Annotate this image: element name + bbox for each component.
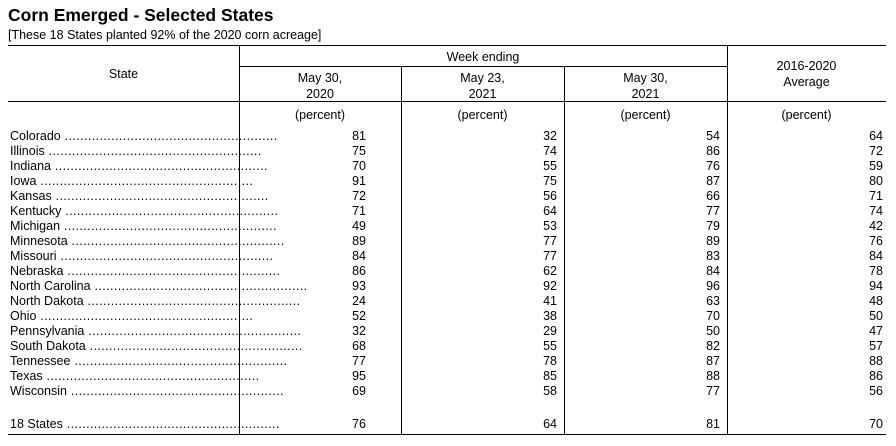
value-cell: 50	[706, 324, 720, 338]
value-cell: 94	[869, 279, 883, 293]
state-name: Kansas .......................................................	[10, 189, 269, 203]
table-row	[0, 279, 896, 294]
value-cell: 50	[869, 309, 883, 323]
table-row	[0, 309, 896, 324]
value-cell: 24	[352, 294, 366, 308]
state-name: Illinois .......................................................	[10, 144, 262, 158]
table-row	[0, 369, 896, 384]
value-cell: 79	[706, 219, 720, 233]
col2-header-line2: 2021	[468, 87, 497, 101]
value-cell: 70	[352, 159, 366, 173]
table-title: Corn Emerged - Selected States	[8, 5, 274, 25]
table-row	[0, 264, 896, 279]
state-name: Iowa .......................................................	[10, 174, 254, 188]
value-cell: 54	[706, 129, 720, 143]
value-cell: 80	[869, 174, 883, 188]
value-cell: 76	[869, 234, 883, 248]
state-name: North Carolina .......................................................	[10, 279, 308, 293]
value-cell: 47	[869, 324, 883, 338]
table-row	[0, 294, 896, 309]
state-name: Colorado .......................................................	[10, 129, 278, 143]
total-row	[0, 417, 896, 432]
value-cell: 71	[352, 204, 366, 218]
state-name: Wisconsin .......................................................	[10, 384, 284, 398]
value-cell: 84	[869, 249, 883, 263]
value-cell: 52	[352, 309, 366, 323]
table-row	[0, 144, 896, 159]
total-label: 18 States .......................................................	[10, 417, 280, 431]
col2-header	[401, 70, 564, 102]
header-top-rule	[8, 45, 886, 46]
value-cell: 87	[706, 174, 720, 188]
table-row	[0, 354, 896, 369]
value-cell: 75	[543, 174, 557, 188]
value-cell: 74	[869, 204, 883, 218]
value-cell: 62	[543, 264, 557, 278]
value-cell: 89	[352, 234, 366, 248]
value-cell: 93	[352, 279, 366, 293]
table-row	[0, 234, 896, 249]
state-name: Missouri .......................................................	[10, 249, 274, 263]
value-cell: 81	[352, 129, 366, 143]
table-subtitle: [These 18 States planted 92% of the 2020 corn acreage]	[8, 28, 322, 42]
value-cell: 68	[352, 339, 366, 353]
table-row	[0, 249, 896, 264]
col1-header	[239, 70, 401, 102]
value-cell: 59	[869, 159, 883, 173]
value-cell: 88	[869, 354, 883, 368]
value-cell: 77	[543, 234, 557, 248]
total-cell: 76	[352, 417, 366, 431]
value-cell: 87	[706, 354, 720, 368]
value-cell: 74	[543, 144, 557, 158]
table-bottom-rule	[8, 434, 886, 435]
value-cell: 38	[543, 309, 557, 323]
value-cell: 86	[706, 144, 720, 158]
table-row	[0, 129, 896, 144]
col3-header	[564, 70, 727, 102]
value-cell: 42	[869, 219, 883, 233]
state-name: North Dakota .......................................................	[10, 294, 301, 308]
value-cell: 55	[543, 159, 557, 173]
value-cell: 88	[706, 369, 720, 383]
value-cell: 86	[352, 264, 366, 278]
value-cell: 78	[543, 354, 557, 368]
state-name: Tennessee .......................................................	[10, 354, 288, 368]
table-body	[0, 129, 896, 399]
value-cell: 49	[352, 219, 366, 233]
value-cell: 71	[869, 189, 883, 203]
value-cell: 66	[706, 189, 720, 203]
state-name: Michigan .......................................................	[10, 219, 277, 233]
unit-label-col1: (percent)	[294, 108, 346, 122]
value-cell: 82	[706, 339, 720, 353]
value-cell: 78	[869, 264, 883, 278]
table-row	[0, 219, 896, 234]
value-cell: 85	[543, 369, 557, 383]
value-cell: 64	[543, 204, 557, 218]
value-cell: 48	[869, 294, 883, 308]
value-cell: 58	[543, 384, 557, 398]
value-cell: 72	[869, 144, 883, 158]
value-cell: 41	[543, 294, 557, 308]
value-cell: 77	[706, 204, 720, 218]
value-cell: 95	[352, 369, 366, 383]
table-row	[0, 174, 896, 189]
state-header: State	[108, 67, 139, 81]
table-row	[0, 204, 896, 219]
value-cell: 53	[543, 219, 557, 233]
state-name: Pennsylvania .......................................................	[10, 324, 302, 338]
table-row	[0, 189, 896, 204]
value-cell: 32	[543, 129, 557, 143]
value-cell: 56	[869, 384, 883, 398]
value-cell: 63	[706, 294, 720, 308]
value-cell: 77	[352, 354, 366, 368]
value-cell: 29	[543, 324, 557, 338]
value-cell: 83	[706, 249, 720, 263]
value-cell: 55	[543, 339, 557, 353]
value-cell: 86	[869, 369, 883, 383]
state-name: Kentucky .......................................................	[10, 204, 279, 218]
table-row	[0, 324, 896, 339]
state-name: Minnesota .......................................................	[10, 234, 285, 248]
value-cell: 69	[352, 384, 366, 398]
value-cell: 56	[543, 189, 557, 203]
week-ending-rule	[239, 66, 727, 67]
col4-header-line2: Average	[783, 75, 830, 89]
table-row	[0, 159, 896, 174]
col2-header-line1: May 23,	[460, 71, 505, 85]
value-cell: 77	[706, 384, 720, 398]
col1-header-line1: May 30,	[297, 71, 343, 85]
state-name: Nebraska .......................................................	[10, 264, 281, 278]
value-cell: 91	[352, 174, 366, 188]
value-cell: 72	[352, 189, 366, 203]
total-cell: 64	[543, 417, 557, 431]
week-ending-header: Week ending	[446, 50, 520, 64]
col3-header-line2: 2021	[631, 87, 660, 101]
value-cell: 32	[352, 324, 366, 338]
value-cell: 75	[352, 144, 366, 158]
value-cell: 76	[706, 159, 720, 173]
table-row	[0, 384, 896, 399]
col4-header	[727, 58, 886, 90]
state-name: Texas .......................................................	[10, 369, 260, 383]
value-cell: 70	[706, 309, 720, 323]
unit-label-col4: (percent)	[781, 108, 832, 122]
value-cell: 64	[869, 129, 883, 143]
value-cell: 77	[543, 249, 557, 263]
value-cell: 84	[352, 249, 366, 263]
total-cell: 70	[869, 417, 883, 431]
col1-header-line2: 2020	[306, 87, 334, 101]
state-name: Ohio .......................................................	[10, 309, 254, 323]
value-cell: 89	[706, 234, 720, 248]
value-cell: 92	[543, 279, 557, 293]
unit-label-col3: (percent)	[620, 108, 671, 122]
total-cell: 81	[706, 417, 720, 431]
unit-label-col2: (percent)	[457, 108, 508, 122]
value-cell: 96	[706, 279, 720, 293]
value-cell: 57	[869, 339, 883, 353]
col3-header-line1: May 30,	[623, 71, 668, 85]
state-name: Indiana .......................................................	[10, 159, 268, 173]
col4-header-line1: 2016-2020	[776, 59, 837, 73]
value-cell: 84	[706, 264, 720, 278]
state-name: South Dakota .......................................................	[10, 339, 303, 353]
table-row	[0, 339, 896, 354]
